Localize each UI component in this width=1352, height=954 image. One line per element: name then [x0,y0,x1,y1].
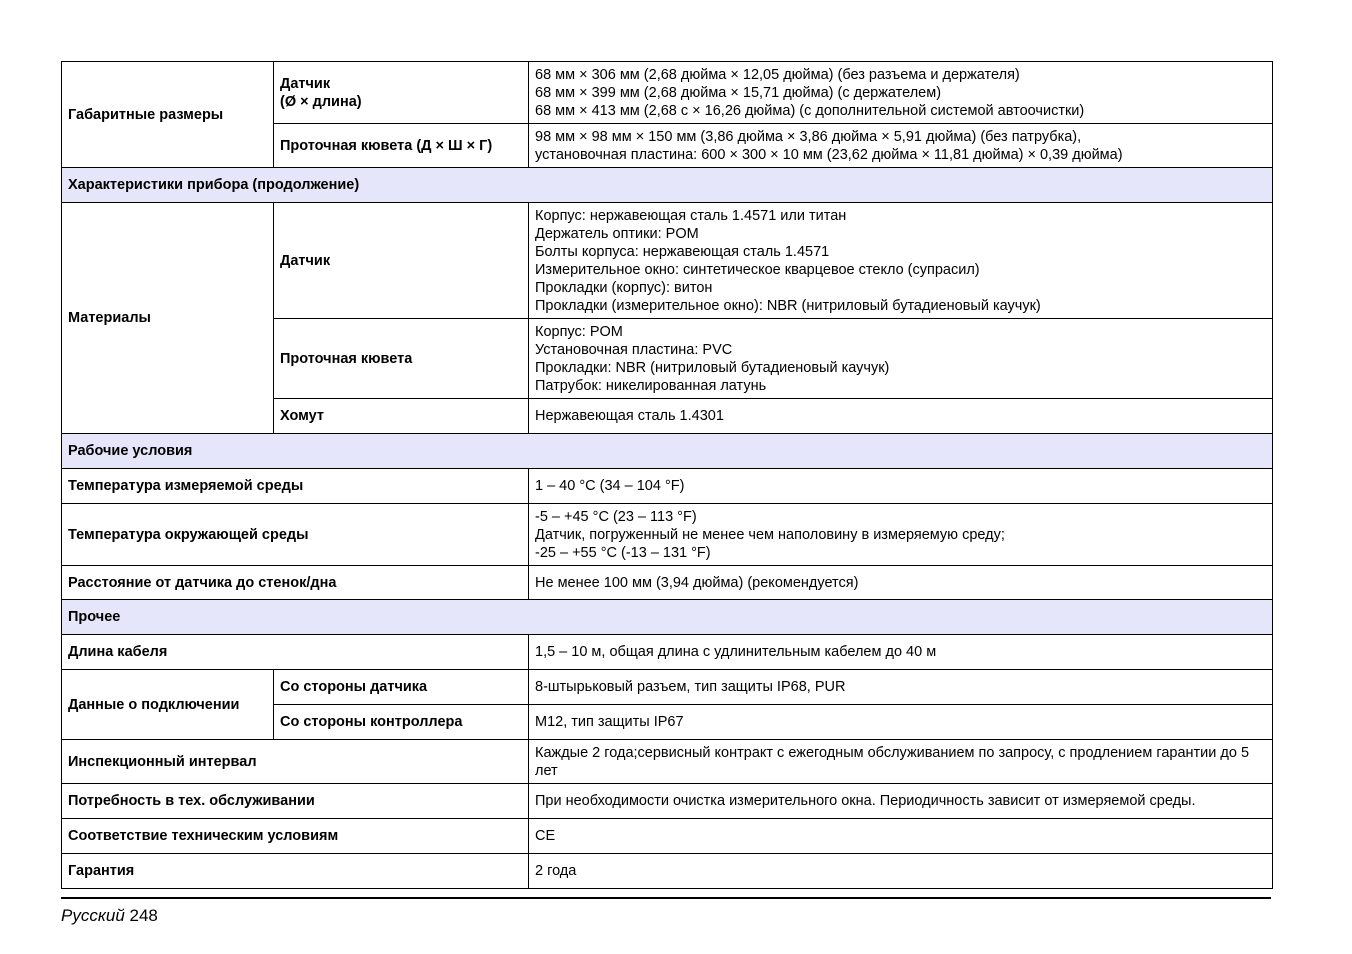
materials-sensor-label: Датчик [274,203,529,319]
dimensions-sensor-label: Датчик (Ø × длина) [274,62,529,124]
page-footer [61,906,158,926]
cable-length-value: 1,5 – 10 м, общая длина с удлинительным кабелем до 40 м [529,635,1273,670]
specifications-table [61,61,1273,889]
materials-cell-values: Корпус: POM Установочная пластина: PVC Прокладки: NBR (нитриловый бутадиеновый каучук) Патрубок: никелированная латунь [529,319,1273,399]
dimensions-label: Габаритные размеры [62,62,274,168]
maintenance-row [62,784,1273,819]
maintenance-value: При необходимости очистка измерительного окна. Периодичность зависит от измеряемой среды. [529,784,1273,819]
distance-label: Расстояние от датчика до стенок/дна [62,566,529,600]
section-other-title: Прочее [62,600,1273,635]
compliance-label: Соответствие техническим условиям [62,819,529,854]
warranty-row [62,854,1273,889]
warranty-label: Гарантия [62,854,529,889]
materials-cell-label: Проточная кювета [274,319,529,399]
footer-language: Русский [61,906,125,925]
cable-length-label: Длина кабеля [62,635,529,670]
materials-label: Материалы [62,203,274,434]
medium-temperature-label: Температура измеряемой среды [62,469,529,504]
medium-temperature-value: 1 – 40 °C (34 – 104 °F) [529,469,1273,504]
section-header-row [62,600,1273,635]
ambient-temperature-label: Температура окружающей среды [62,504,529,566]
cable-length-row [62,635,1273,670]
compliance-value: CE [529,819,1273,854]
inspection-row [62,740,1273,784]
connection-label: Данные о подключении [62,670,274,740]
materials-clamp-value: Нержавеющая сталь 1.4301 [529,399,1273,434]
distance-row [62,566,1273,600]
dimensions-cell-values: 98 мм × 98 мм × 150 мм (3,86 дюйма × 3,86 дюйма × 5,91 дюйма) (без патрубка), установочная пластина: 600 × 300 × 10 мм (23,62 дюйма × 11,81 дюйма) × 0,39 дюйма) [529,124,1273,168]
page-number: 248 [129,906,158,925]
warranty-value: 2 года [529,854,1273,889]
ambient-temperature-values: -5 – +45 °C (23 – 113 °F) Датчик, погруженный не менее чем наполовину в измеряемую среду; -25 – +55 °C (-13 – 131 °F) [529,504,1273,566]
compliance-row [62,819,1273,854]
ambient-temperature-row [62,504,1273,566]
materials-sensor-row [62,203,1273,319]
controller-side-value: M12, тип защиты IP67 [529,705,1273,740]
dimensions-sensor-row [62,62,1273,124]
distance-value: Не менее 100 мм (3,94 дюйма) (рекомендуется) [529,566,1273,600]
dimensions-sensor-values: 68 мм × 306 мм (2,68 дюйма × 12,05 дюйма) (без разъема и держателя) 68 мм × 399 мм (2,68 дюйма × 15,71 дюйма) (с держателем) 68 мм × 413 мм (2,68 с × 16,26 дюйма) (с дополнительной системой автоочистки) [529,62,1273,124]
inspection-label: Инспекционный интервал [62,740,529,784]
section-device-title: Характеристики прибора (продолжение) [62,168,1273,203]
connection-sensor-row [62,670,1273,705]
section-header-row [62,434,1273,469]
inspection-value: Каждые 2 года;сервисный контракт с ежегодным обслуживанием по запросу, с продлением гарантии до 5 лет [529,740,1273,784]
medium-temperature-row [62,469,1273,504]
section-header-row [62,168,1273,203]
materials-clamp-label: Хомут [274,399,529,434]
controller-side-label: Со стороны контроллера [274,705,529,740]
maintenance-label: Потребность в тех. обслуживании [62,784,529,819]
sensor-side-label: Со стороны датчика [274,670,529,705]
sensor-side-value: 8-штырьковый разъем, тип защиты IP68, PUR [529,670,1273,705]
dimensions-cell-label: Проточная кювета (Д × Ш × Г) [274,124,529,168]
section-operating-title: Рабочие условия [62,434,1273,469]
materials-sensor-values: Корпус: нержавеющая сталь 1.4571 или титан Держатель оптики: POM Болты корпуса: нержавеющая сталь 1.4571 Измерительное окно: синтетическое кварцевое стекло (супрасил) Прокладки (корпус): витон Прокладки (измерительное окно): NBR (нитриловый бутадиеновый каучук) [529,203,1273,319]
footer-divider [61,897,1271,899]
